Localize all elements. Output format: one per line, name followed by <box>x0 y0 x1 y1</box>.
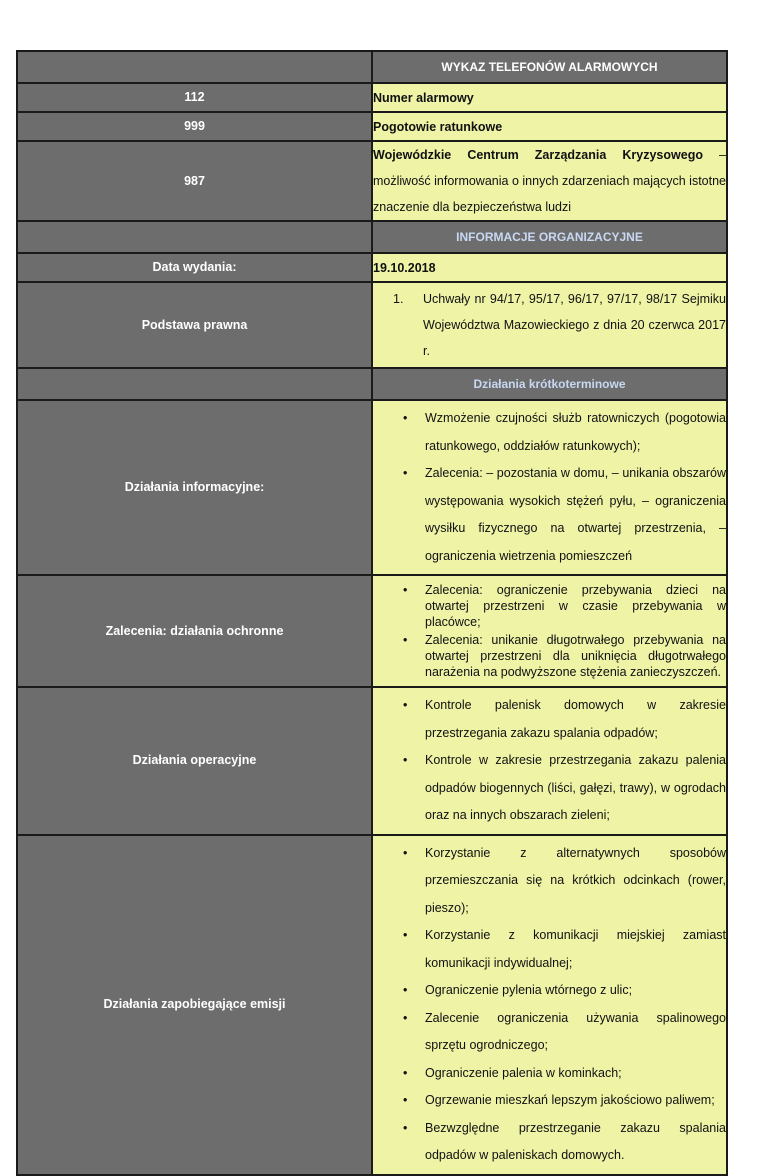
phone-description: Pogotowie ratunkowe <box>372 112 727 141</box>
bullet-icon: • <box>403 753 408 767</box>
section-label: Działania operacyjne <box>17 687 372 835</box>
phone-number: 999 <box>17 112 372 141</box>
bullet-icon: • <box>403 466 408 480</box>
short-term-header-left-cell <box>17 368 372 400</box>
bullet-icon: • <box>403 928 408 942</box>
legal-basis-item <box>393 286 726 364</box>
section-row-emission <box>17 835 727 1175</box>
phone-row <box>17 83 727 112</box>
header-row <box>17 51 727 83</box>
header-title: WYKAZ TELEFONÓW ALARMOWYCH <box>372 51 727 83</box>
legal-basis-value <box>372 282 727 368</box>
phone-description: Numer alarmowy <box>372 83 727 112</box>
section-label: Działania informacyjne: <box>17 400 372 575</box>
section-label: Działania zapobiegające emisji <box>17 835 372 1175</box>
bullet-icon: • <box>403 411 408 425</box>
bullet-icon: • <box>403 1120 408 1135</box>
bullet-icon: • <box>403 698 408 712</box>
legal-basis-label: Podstawa prawna <box>17 282 372 368</box>
crisis-center-name: Wojewódzkie Centrum Zarządzania Kryzysowego <box>373 148 703 162</box>
legal-basis-list <box>373 283 726 367</box>
alarm-document <box>16 50 728 1176</box>
section-label: Zalecenia: działania ochronne <box>17 575 372 687</box>
org-header-left-cell <box>17 221 372 253</box>
list-item: • Kontrole w zakresie przestrzegania zakazu palenia odpadów biogennych (liści, gałęzi, trawy), w ogrodach oraz na innych obszarach zieleni; <box>403 747 726 830</box>
section-row-information <box>17 400 727 575</box>
list-item: • Zalecenia: – pozostania w domu, – unikania obszarów występowania wysokich stężeń pyłu, – ograniczenia wysiłku fizycznego na otwartej przestrzenia, – ograniczenia wietrzenia pomieszczeń <box>403 460 726 570</box>
list-item: • Korzystanie z alternatywnych sposobów przemieszczania się na krótkich odcinkach (rower, pieszo); <box>403 840 726 923</box>
list-item: • Bezwzględne przestrzeganie zakazu spalania odpadów w paleniskach domowych. <box>403 1115 726 1170</box>
short-term-header-row <box>17 368 727 400</box>
bullet-icon: • <box>403 583 408 597</box>
section-content <box>372 835 727 1175</box>
short-term-header-title: Działania krótkoterminowe <box>372 368 727 400</box>
crisis-center-desc: – możliwość informowania o innych zdarzeniach mających istotne znaczenie dla bezpieczeństwa ludzi <box>373 148 726 214</box>
phone-row <box>17 112 727 141</box>
section-row-protective <box>17 575 727 687</box>
bullet-icon: • <box>403 845 408 860</box>
org-header-title: INFORMACJE ORGANIZACYJNE <box>372 221 727 253</box>
section-list <box>373 836 726 1174</box>
section-list <box>373 401 726 574</box>
alarm-table <box>16 50 728 1176</box>
section-list <box>373 688 726 834</box>
phone-number: 987 <box>17 141 372 221</box>
item-text: Uchwały nr 94/17, 95/17, 96/17, 97/17, 98/17 Sejmiku Województwa Mazowieckiego z dnia 20 czerwca 2017 r. <box>423 292 726 358</box>
list-item: • Ograniczenie pylenia wtórnego z ulic; <box>403 977 726 1005</box>
legal-basis-row <box>17 282 727 368</box>
section-content <box>372 400 727 575</box>
bullet-icon: • <box>403 1010 408 1025</box>
section-list <box>373 576 726 686</box>
list-item: • Zalecenia: ograniczenie przebywania dzieci na otwartej przestrzeni w czasie przebywania w placówce; <box>403 583 726 629</box>
issue-date-row <box>17 253 727 282</box>
list-item: • Korzystanie z komunikacji miejskiej zamiast komunikacji indywidualnej; <box>403 922 726 977</box>
list-item: • Zalecenia: unikanie długotrwałego przebywania na otwartej przestrzeni dla uniknięcia długotrwałego narażenia na podwyższone stężenia zanieczyszczeń. <box>403 633 726 679</box>
bullet-icon: • <box>403 983 408 997</box>
bullet-icon: • <box>403 633 408 647</box>
issue-date-value: 19.10.2018 <box>372 253 727 282</box>
list-item: • Kontrole palenisk domowych w zakresie przestrzegania zakazu spalania odpadów; <box>403 692 726 747</box>
section-content <box>372 575 727 687</box>
bullet-icon: • <box>403 1065 408 1080</box>
item-number: 1. <box>393 292 404 306</box>
org-header-row <box>17 221 727 253</box>
list-item: • Ogrzewanie mieszkań lepszym jakościowo paliwem; <box>403 1087 726 1115</box>
list-item: • Ograniczenie palenia w kominkach; <box>403 1060 726 1088</box>
bullet-icon: • <box>403 1093 408 1107</box>
list-item: • Zalecenie ograniczenia używania spalinowego sprzętu ogrodniczego; <box>403 1005 726 1060</box>
phone-number: 112 <box>17 83 372 112</box>
header-left-cell <box>17 51 372 83</box>
section-row-operational <box>17 687 727 835</box>
issue-date-label: Data wydania: <box>17 253 372 282</box>
list-item: • Wzmożenie czujności służb ratowniczych (pogotowia ratunkowego, oddziałów ratunkowych); <box>403 405 726 460</box>
phone-row <box>17 141 727 221</box>
phone-description <box>372 141 727 221</box>
section-content <box>372 687 727 835</box>
